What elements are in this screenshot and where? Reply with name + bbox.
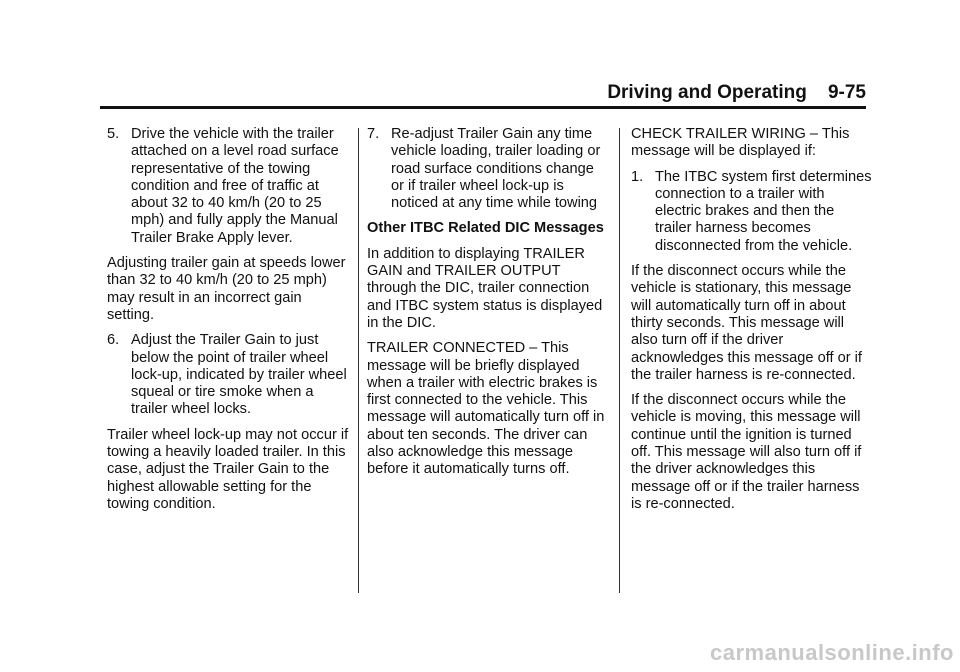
step-1	[631, 169, 873, 255]
column-divider	[619, 128, 620, 593]
step-text: Drive the vehicle with the trailer attached on a level road surface representative of the towing condition and free of traffic at about 32 to 40 km/h (20 to 25 mph) and fully apply the Manual Trailer Brake Apply lever.	[131, 126, 339, 246]
step-note: If the disconnect occurs while the vehicle is moving, this message will continue until the ignition is turned off. This message will also turn off if the driver acknowledges this message off or if the trailer harness is re-connected.	[631, 392, 862, 512]
paragraph: TRAILER CONNECTED – This message will be briefly displayed when a trailer with electric brakes is first connected to the vehicle. This message will automatically turn off in about ten seconds. The driver can also acknowledge this message before it automatically turns off.	[367, 340, 605, 478]
step-note: Trailer wheel lock-up may not occur if towing a heavily loaded trailer. In this case, adjust the Trailer Gain to the highest allowable setting for the towing condition.	[107, 426, 349, 512]
step-7	[367, 126, 609, 212]
column-1	[107, 126, 349, 521]
paragraph: CHECK TRAILER WIRING – This message will be displayed if:	[631, 126, 850, 160]
step-note: Adjusting trailer gain at speeds lower than 32 to 40 km/h (20 to 25 mph) may result in an incorrect gain setting.	[107, 255, 346, 323]
section-title: Driving and Operating	[607, 82, 807, 103]
column-2	[367, 126, 609, 487]
step-number: 6.	[107, 332, 120, 349]
step-text: Adjust the Trailer Gain to just below the point of trailer wheel lock-up, indicated by trailer wheel squeal or tire smoke when a trailer wheel locks.	[131, 332, 347, 418]
page-header	[100, 82, 866, 106]
step-number: 7.	[367, 126, 380, 142]
step-number: 1.	[631, 168, 644, 185]
page-number: 9-75	[827, 82, 866, 103]
header-title	[607, 82, 866, 104]
section-heading: Other ITBC Related DIC Messages	[367, 220, 604, 237]
step-number: 5.	[107, 126, 120, 142]
watermark: carmanualsonline.info	[710, 640, 954, 665]
step-6	[107, 332, 349, 418]
paragraph: In addition to displaying TRAILER GAIN and TRAILER OUTPUT through the DIC, trailer connection and ITBC system status is displayed in the DIC.	[367, 245, 603, 331]
step-text: Re-adjust Trailer Gain any time vehicle loading, trailer loading or road surface conditions change or if trailer wheel lock-up is noticed at any time while towing	[391, 126, 601, 212]
column-3	[631, 126, 873, 521]
step-5	[107, 126, 349, 247]
step-note: If the disconnect occurs while the vehicle is stationary, this message will automatically turn off in about thirty seconds. This message will also turn off if the driver acknowledges this message off or if the trailer harness is re-connected.	[631, 263, 862, 383]
step-text: The ITBC system first determines connection to a trailer with electric brakes and then the trailer harness becomes disconnected from the vehicle.	[655, 168, 872, 254]
header-rule	[100, 106, 866, 109]
column-divider	[358, 128, 359, 593]
